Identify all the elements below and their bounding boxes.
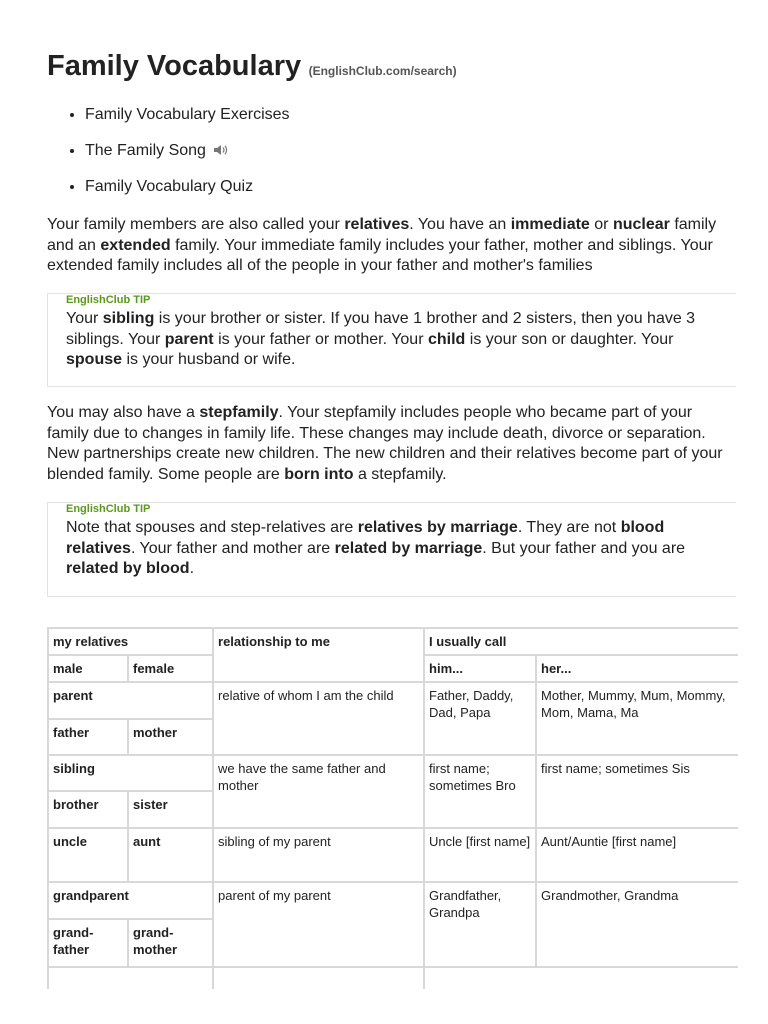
header-female: female — [128, 655, 213, 682]
her-cell: Grandmother, Grandma — [536, 882, 738, 967]
male-cell: grand-father — [48, 919, 128, 967]
male-cell: brother — [48, 791, 128, 828]
table-header-row — [48, 628, 738, 655]
relationship-cell: relative of whom I am the child — [213, 682, 424, 755]
header-male: male — [48, 655, 128, 682]
related-links-list — [47, 104, 290, 212]
table-row — [48, 882, 738, 919]
text: family and an — [47, 216, 717, 254]
term-child: child — [427, 330, 466, 348]
term-related-by-blood: related by blood — [66, 560, 190, 577]
header-him: him... — [424, 655, 536, 682]
table-continuation — [47, 963, 737, 989]
term-cell: parent — [48, 682, 213, 719]
term-cell: sibling — [48, 755, 213, 791]
text: . Your stepfamily includes people who became part of your family due to changes in family life. These changes may include death, divorce or separation. New partnerships create new children. The new children and their relatives become part of your blended family. Some people are — [47, 404, 723, 483]
female-cell: sister — [128, 791, 213, 828]
female-cell: mother — [128, 719, 213, 755]
page-title: Family Vocabulary — [47, 50, 302, 82]
header-my-relatives: my relatives — [48, 628, 213, 655]
column-divider — [47, 963, 49, 989]
text: is your husband or wife. — [122, 351, 296, 368]
text: Note that spouses and step-relatives are — [66, 519, 358, 536]
tip-box — [47, 293, 736, 387]
header-usually-call: I usually call — [424, 628, 738, 655]
term-sibling: sibling — [102, 310, 155, 327]
female-cell: aunt — [128, 828, 213, 882]
text: . Your father and mother are — [130, 539, 335, 557]
relationship-cell: we have the same father and mother — [213, 755, 424, 828]
term-related-by-marriage: related by marriage — [334, 539, 483, 557]
intro-paragraph — [47, 215, 737, 277]
him-cell: Father, Daddy, Dad, Papa — [424, 682, 536, 755]
text: a stepfamily. — [353, 465, 447, 483]
text: . But your father and you are — [482, 539, 686, 557]
term-spouse: spouse — [66, 351, 123, 368]
list-item — [85, 104, 290, 140]
text: You may also have a — [47, 404, 200, 421]
female-cell: grand-mother — [128, 919, 213, 967]
text: . They are not — [517, 519, 621, 536]
relatives-table — [47, 627, 738, 968]
term-extended: extended — [100, 236, 171, 254]
link-quiz[interactable]: Family Vocabulary Quiz — [85, 178, 254, 195]
term-relatives: relatives — [344, 216, 410, 233]
link-family-song[interactable]: The Family Song — [85, 142, 206, 159]
text: family. Your immediate family includes your father, mother and siblings. Your extended family includes all of the people in your father and mother's families — [47, 236, 713, 274]
male-cell: uncle — [48, 828, 128, 882]
text: is your father or mother. Your — [213, 330, 428, 348]
term-parent: parent — [164, 330, 214, 348]
text: is your brother or sister. If you have 1 brother and 2 sisters, then you have 3 siblings. Your — [66, 310, 696, 348]
him-cell: Uncle [first name] — [424, 828, 536, 882]
term-cell: grandparent — [48, 882, 213, 919]
text: Your family members are also called your — [47, 216, 345, 233]
header-relationship: relationship to me — [213, 628, 424, 682]
link-exercises[interactable]: Family Vocabulary Exercises — [85, 106, 290, 123]
text: . You have an — [409, 216, 511, 233]
table-row — [48, 828, 738, 882]
her-cell: first name; sometimes Sis — [536, 755, 738, 828]
tip-box — [47, 502, 736, 597]
term-stepfamily: stepfamily — [199, 404, 279, 421]
term-nuclear: nuclear — [612, 216, 670, 233]
text: . — [189, 560, 195, 577]
tip-text — [66, 518, 731, 580]
term-relatives-by-marriage: relatives by marriage — [357, 519, 518, 536]
her-cell: Mother, Mummy, Mum, Mommy, Mom, Mama, Ma — [536, 682, 738, 755]
list-item — [85, 140, 290, 176]
text: Your — [66, 310, 103, 327]
relationship-cell: parent of my parent — [213, 882, 424, 967]
term-born-into: born into — [284, 465, 354, 483]
tip-text — [66, 309, 731, 371]
relationship-cell: sibling of my parent — [213, 828, 424, 882]
text: is your son or daughter. Your — [465, 330, 674, 348]
column-divider — [212, 963, 214, 989]
him-cell: Grandfather, Grandpa — [424, 882, 536, 967]
tip-label: EnglishClub TIP — [66, 503, 151, 515]
male-cell: father — [48, 719, 128, 755]
term-blood-relatives: blood relatives — [66, 519, 665, 557]
tip-label: EnglishClub TIP — [66, 294, 151, 306]
her-cell: Aunt/Auntie [first name] — [536, 828, 738, 882]
text: or — [589, 216, 613, 233]
table-row — [48, 682, 738, 719]
speaker-icon[interactable] — [213, 141, 229, 153]
term-immediate: immediate — [510, 216, 590, 233]
him-cell: first name; sometimes Bro — [424, 755, 536, 828]
title-source: (EnglishClub.com/search) — [308, 64, 457, 78]
list-item — [85, 176, 290, 212]
stepfamily-paragraph — [47, 403, 737, 485]
header-her: her... — [536, 655, 738, 682]
column-divider — [423, 963, 425, 989]
table-row — [48, 755, 738, 791]
page-title-row — [47, 50, 457, 83]
